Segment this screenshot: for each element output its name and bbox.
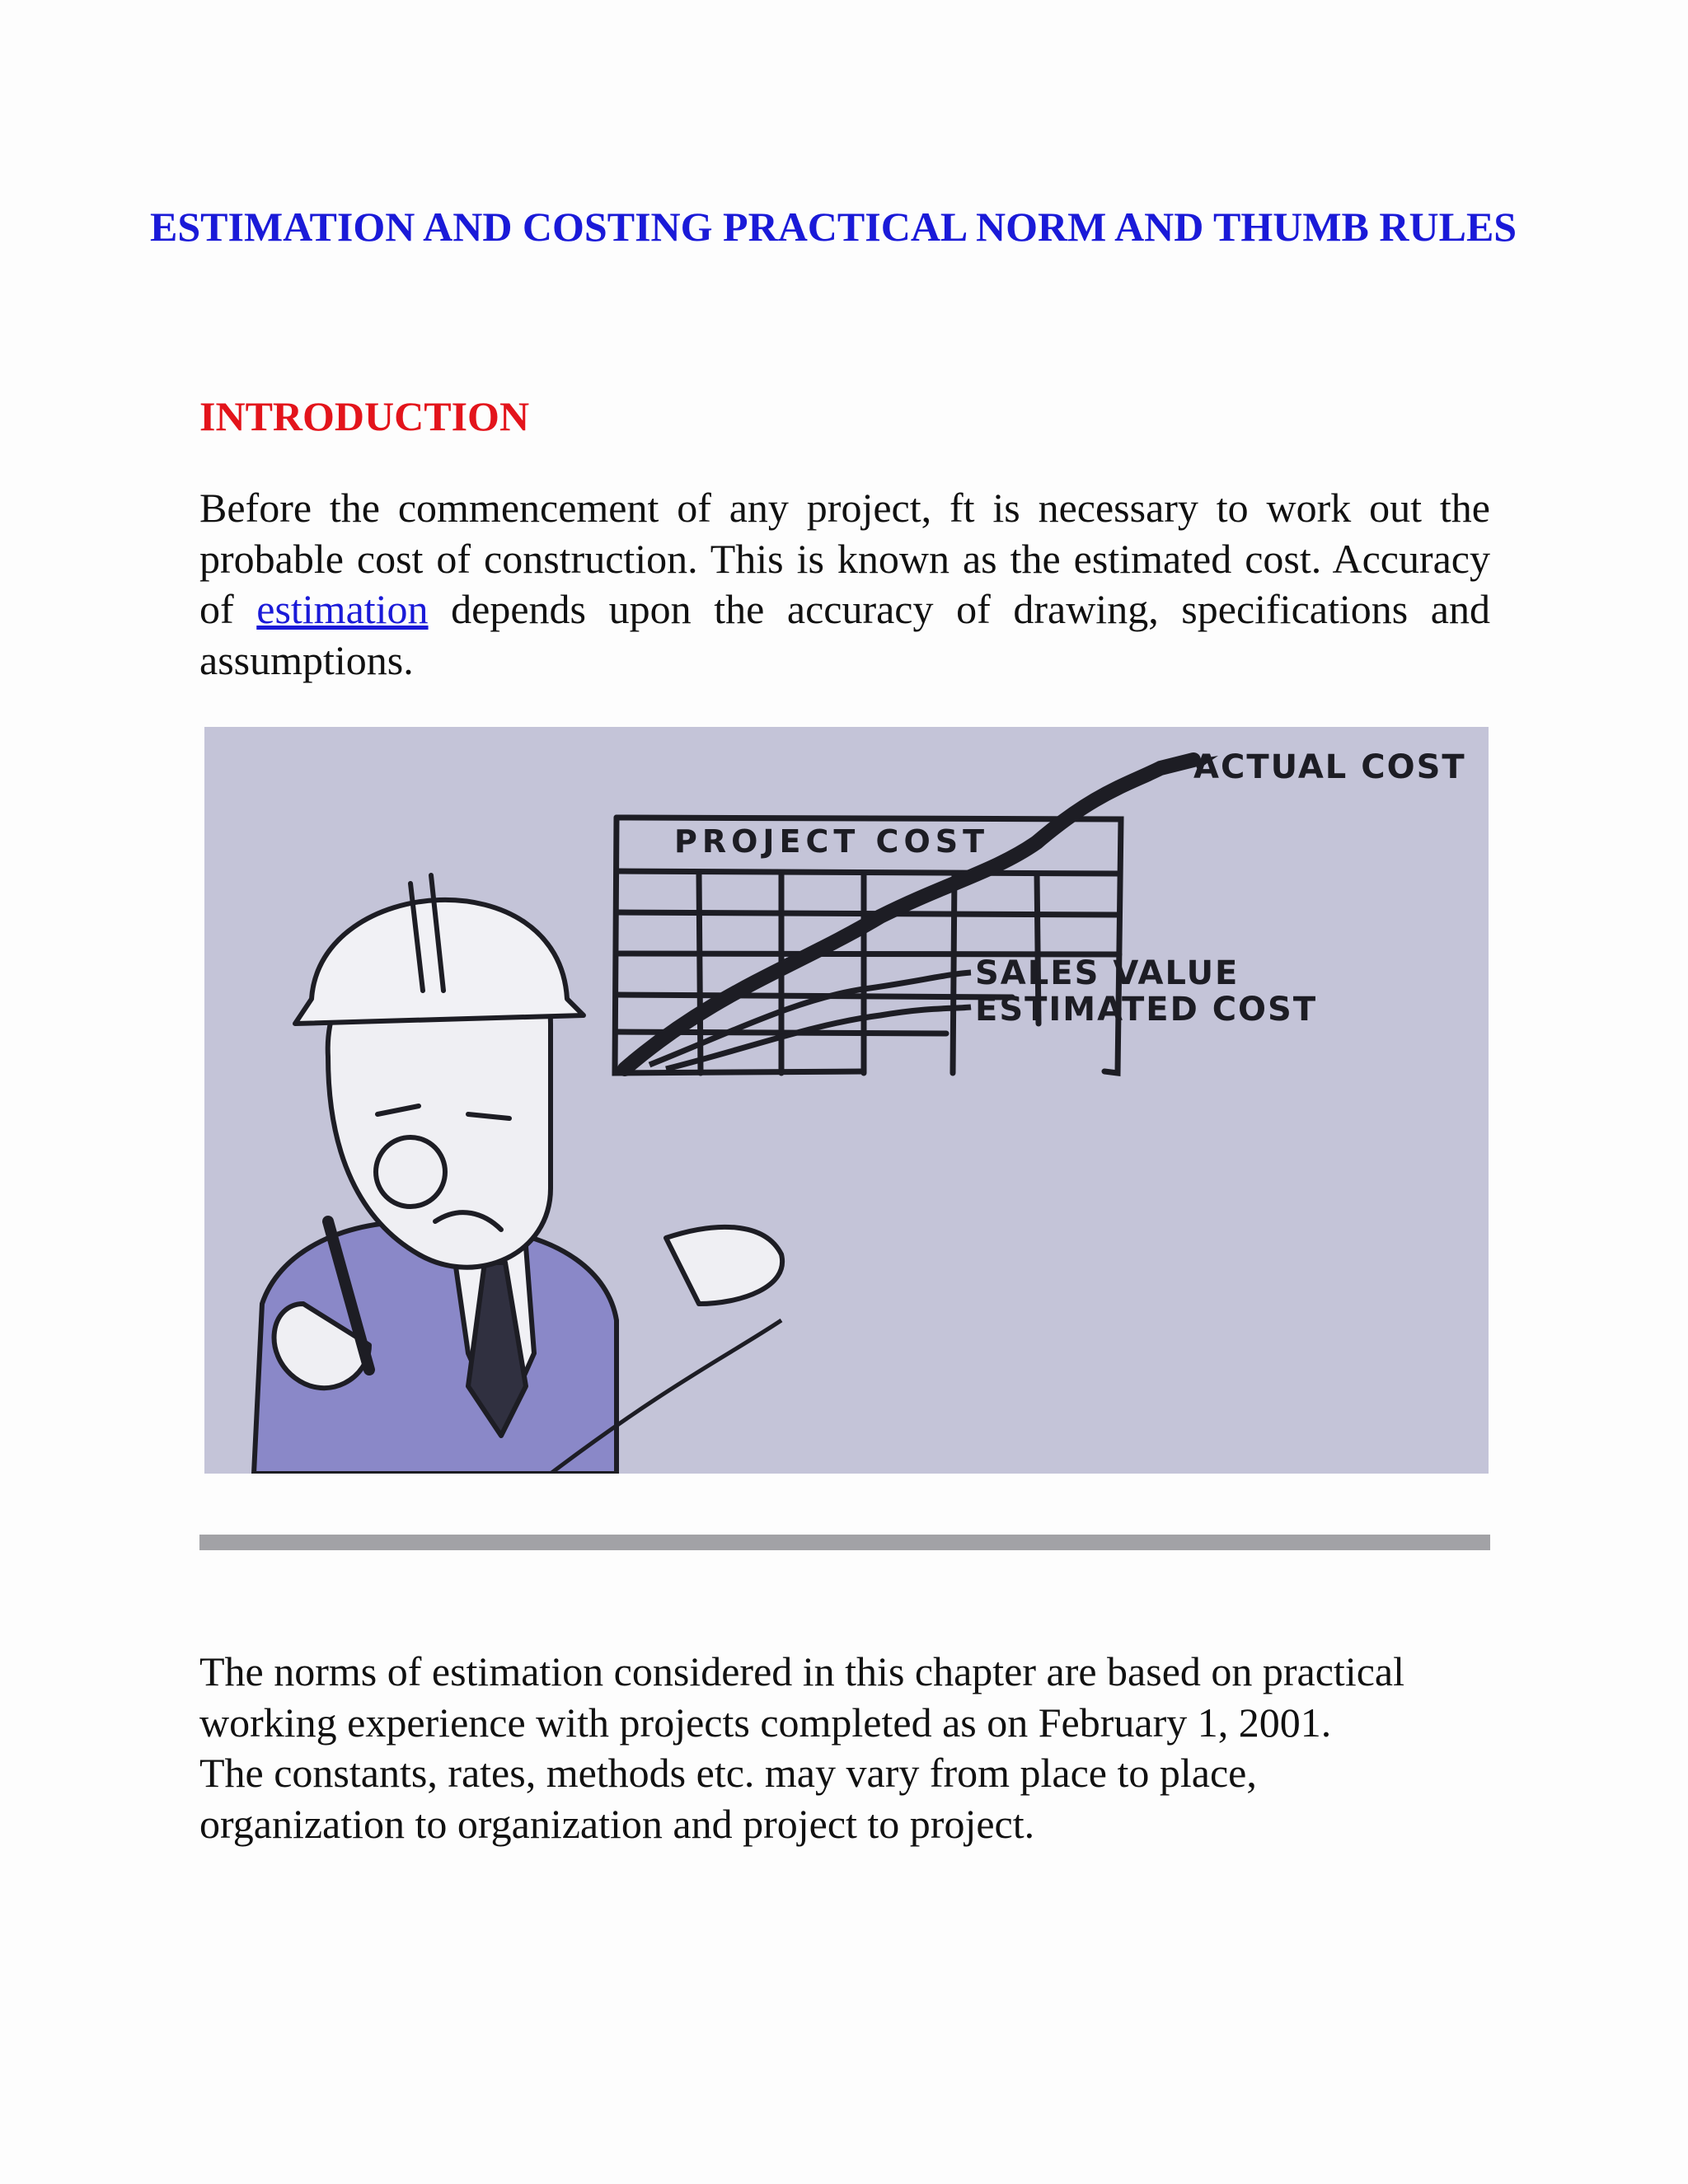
closing-paragraph — [199, 1647, 1490, 1849]
intro-text-after-link: depends upon the accuracy of drawing, specifications and assumptions. — [199, 586, 1490, 683]
intro-text-before-link: Before the commencement of any project, ft is necessary to work out the probable cost of construction. This is known as the estimated cost. Accuracy of — [199, 485, 1490, 632]
project-cost-cartoon-figure — [204, 727, 1489, 1474]
document-title: ESTIMATION AND COSTING PRACTICAL NORM AND THUMB RULES — [150, 204, 1517, 250]
closing-line: organization to organization and project to project. — [199, 1800, 1035, 1847]
closing-line: The norms of estimation considered in this chapter are based on practical — [199, 1648, 1404, 1694]
closing-line: The constants, rates, methods etc. may vary from place to place, — [199, 1750, 1257, 1796]
intro-paragraph — [199, 483, 1490, 686]
engineer-cartoon-illustration — [204, 727, 1489, 1474]
estimation-link[interactable]: estimation — [256, 586, 429, 632]
chart-title-text: PROJECT COST — [674, 823, 990, 860]
introduction-heading: INTRODUCTION — [199, 393, 530, 439]
closing-line: working experience with projects completed as on February 1, 2001. — [199, 1699, 1332, 1746]
actual-cost-label: ACTUAL COST — [1193, 748, 1466, 786]
horizontal-rule — [199, 1535, 1490, 1550]
estimated-cost-label: ESTIMATED COST — [975, 991, 1318, 1029]
sales-value-label: SALES VALUE — [975, 954, 1240, 992]
